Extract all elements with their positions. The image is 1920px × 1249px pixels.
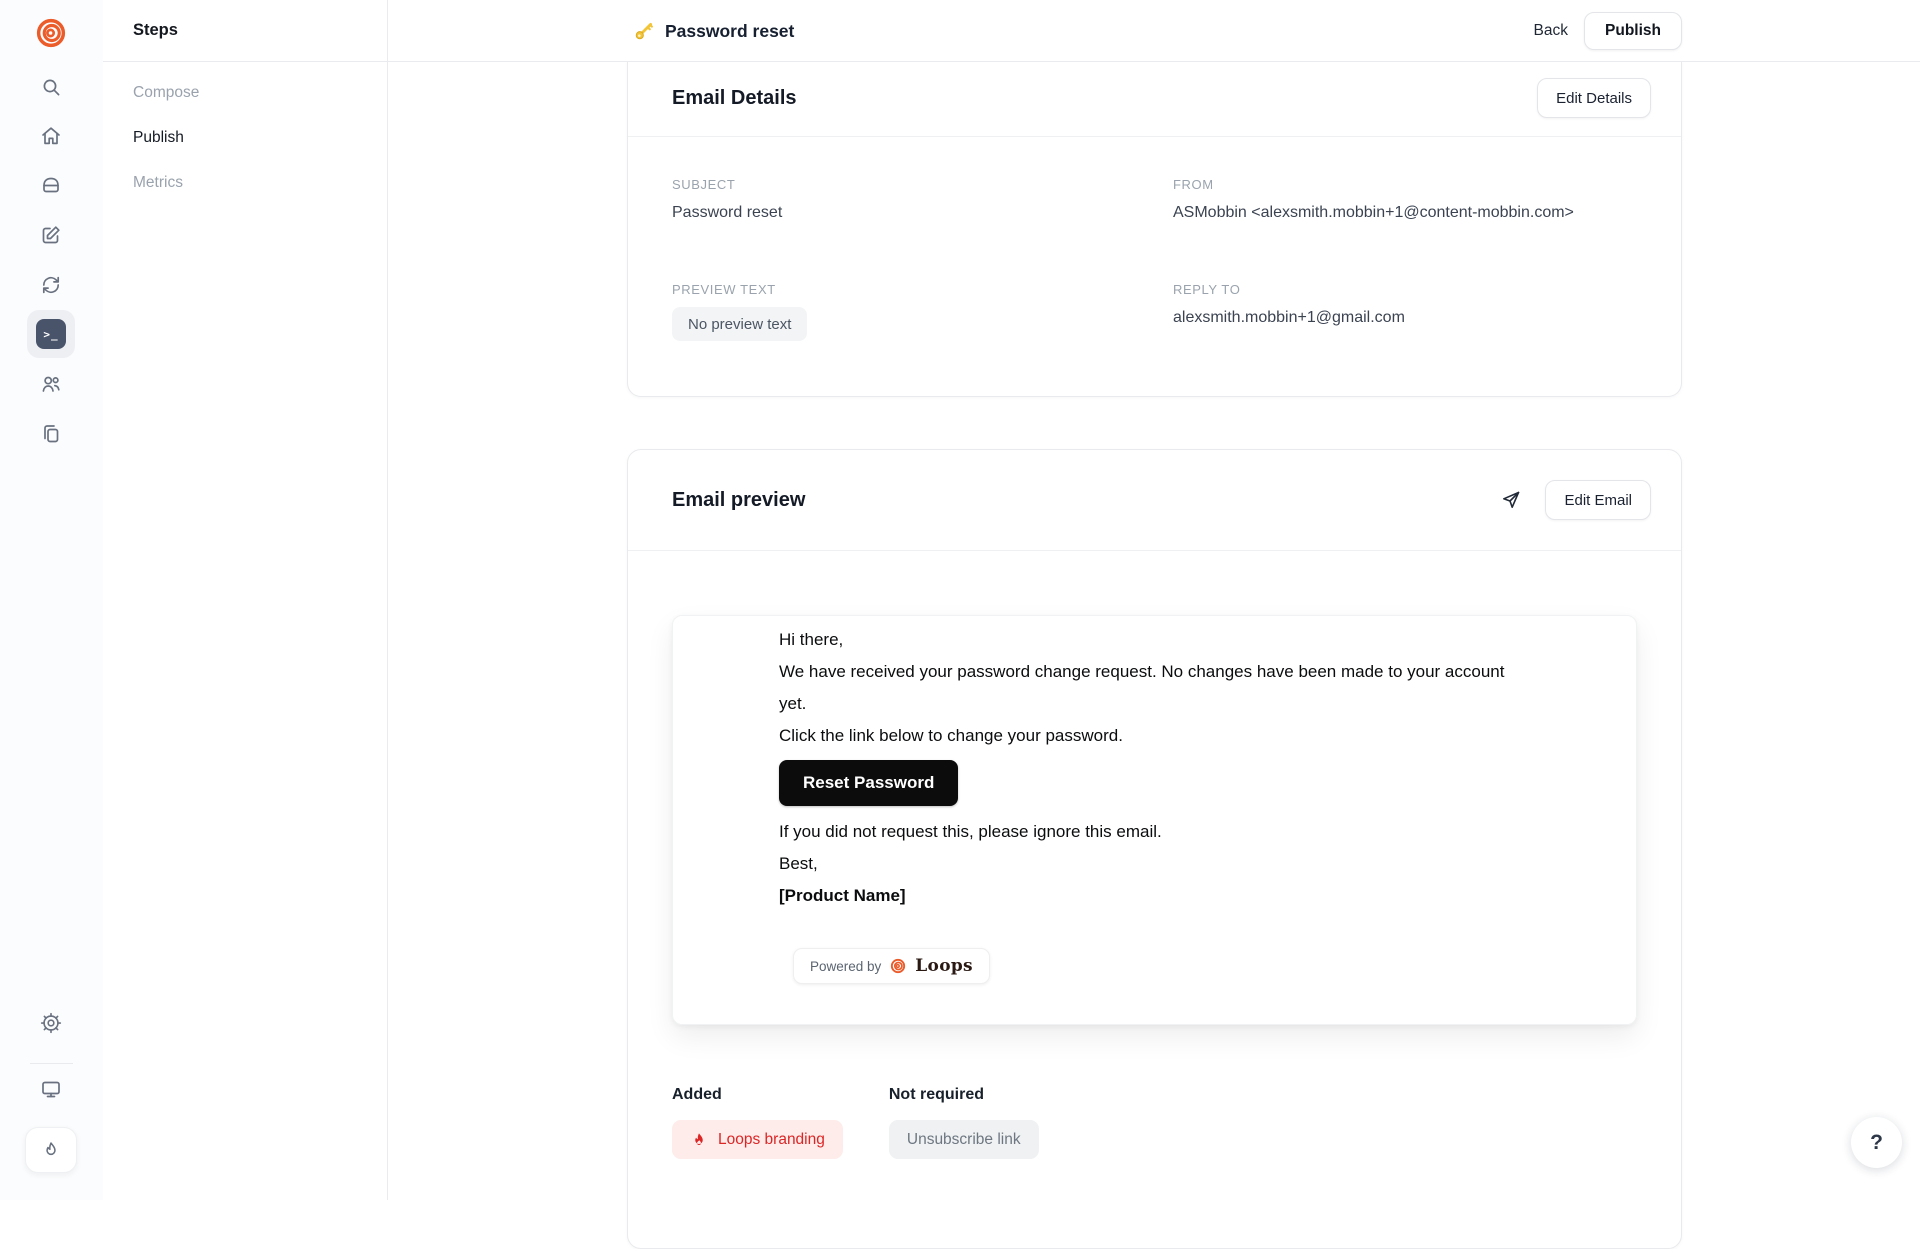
email-preview-card [627, 449, 1682, 1249]
nav-home[interactable] [27, 112, 75, 160]
email-body-line: Best, [779, 854, 818, 873]
step-item-metrics[interactable]: Metrics [133, 173, 183, 191]
key-emoji-icon [633, 20, 655, 42]
email-status-row [628, 1025, 1681, 1219]
main-content [388, 0, 1920, 1200]
reply-to-label: REPLY TO [1173, 282, 1241, 297]
powered-by-text: Powered by [810, 958, 882, 974]
email-body-line: yet. [779, 694, 807, 713]
email-body-line: If you did not request this, please ignore this email. [779, 822, 1162, 841]
page-title: Password reset [665, 20, 795, 41]
unsubscribe-link-chip [889, 1120, 1039, 1159]
preview-text-field [672, 282, 1173, 341]
gear-icon [38, 1010, 64, 1036]
sync-arrows-icon [39, 273, 63, 297]
pencil-square-icon [39, 223, 63, 247]
nav-storage[interactable] [27, 161, 75, 209]
not-required-label: Not required [888, 1086, 984, 1103]
preview-text-chip: No preview text [672, 307, 807, 341]
loops-logo[interactable] [27, 9, 75, 57]
from-value: ASMobbin <alexsmith.mobbin+1@content-mobbin.com> [1173, 204, 1574, 221]
powered-by-loops-badge[interactable] [793, 948, 990, 984]
send-test-button[interactable] [1499, 488, 1523, 512]
topbar [388, 0, 1920, 62]
flame-red-icon [690, 1131, 708, 1149]
email-body-product-name: [Product Name] [779, 886, 906, 905]
divider [628, 550, 1681, 551]
email-body-line: We have received your password change request. No changes have been made to your account [779, 662, 1505, 681]
subject-field [672, 177, 1173, 222]
paper-plane-icon [1499, 488, 1523, 512]
nav-sync[interactable] [27, 261, 75, 309]
preview-text-label: PREVIEW TEXT [672, 282, 776, 297]
email-details-card [627, 62, 1682, 397]
subject-value: Password reset [672, 204, 783, 221]
email-body-line: Click the link below to change your password. [779, 726, 1123, 745]
terminal-icon: >_ [36, 319, 66, 349]
back-button[interactable]: Back [1533, 22, 1569, 39]
nav-compose[interactable] [27, 211, 75, 259]
steps-title: Steps [133, 21, 178, 39]
nav-settings[interactable] [27, 999, 75, 1047]
nav-desktop[interactable] [27, 1065, 75, 1113]
nav-audience[interactable] [27, 360, 75, 408]
monitor-icon [39, 1077, 63, 1101]
topbar-actions [1534, 0, 1682, 62]
documents-icon [39, 422, 63, 446]
nav-whats-new[interactable] [25, 1127, 77, 1173]
reset-password-button[interactable]: Reset Password [779, 760, 958, 806]
nav-documents[interactable] [27, 410, 75, 458]
email-details-title: Email Details [672, 86, 797, 109]
reply-to-field [1173, 282, 1637, 341]
from-label: FROM [1173, 177, 1214, 192]
subject-label: SUBJECT [672, 177, 736, 192]
nav-transactional[interactable] [27, 310, 75, 358]
loops-branding-text: Loops branding [718, 1130, 825, 1148]
email-body-line: Hi there, [779, 630, 844, 649]
storage-box-icon [39, 173, 63, 197]
steps-nav [103, 62, 387, 205]
loops-logo-small-icon [889, 957, 907, 975]
reply-to-value: alexsmith.mobbin+1@gmail.com [1173, 309, 1405, 326]
home-icon [39, 124, 63, 148]
users-icon [39, 372, 63, 396]
email-preview-title: Email preview [672, 488, 806, 511]
loops-wordmark: Loops [915, 956, 973, 976]
page-title-group [633, 0, 794, 62]
from-field [1173, 177, 1637, 222]
email-render-preview [672, 615, 1637, 1025]
loops-branding-chip [672, 1120, 843, 1159]
edit-details-button[interactable]: Edit Details [1537, 78, 1651, 118]
email-preview-actions [1499, 480, 1651, 520]
steps-panel-header [103, 0, 387, 62]
flame-icon [40, 1139, 62, 1161]
steps-panel [103, 0, 388, 1200]
loops-logo-icon [33, 15, 69, 51]
added-column [672, 1086, 843, 1159]
help-button[interactable]: ? [1851, 1117, 1902, 1168]
step-item-publish[interactable]: Publish [133, 128, 184, 146]
unsubscribe-link-text: Unsubscribe link [906, 1130, 1021, 1148]
step-item-compose[interactable]: Compose [133, 83, 200, 101]
added-label: Added [672, 1086, 722, 1103]
rail-divider [30, 1063, 73, 1064]
not-required-column [889, 1086, 1039, 1159]
edit-email-button[interactable]: Edit Email [1545, 480, 1651, 520]
icon-rail [0, 0, 103, 1200]
nav-search[interactable] [27, 63, 75, 111]
email-preview-header [628, 450, 1681, 550]
search-icon [39, 75, 63, 99]
email-details-header [628, 62, 1681, 134]
publish-button[interactable]: Publish [1584, 12, 1682, 50]
email-details-fields [628, 137, 1681, 365]
